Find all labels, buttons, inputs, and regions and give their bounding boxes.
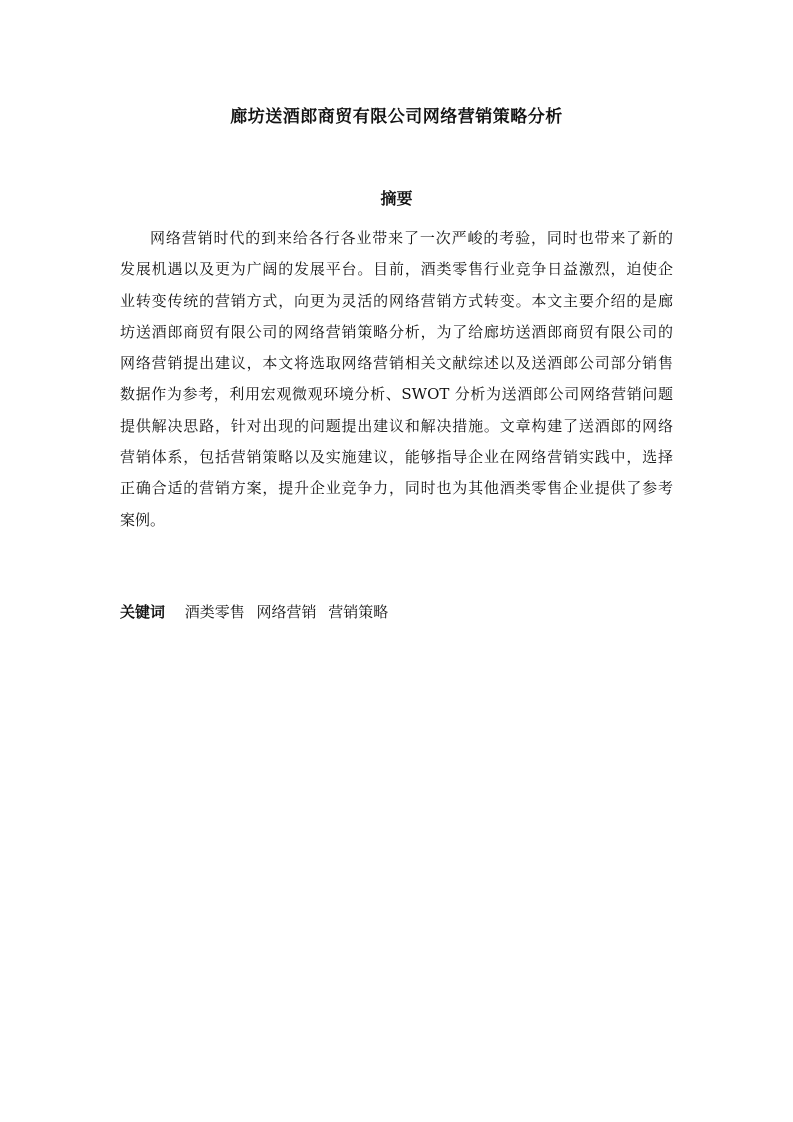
abstract-line: 网络营销时代的到来给各行各业带来了一次严峻的考验，同时也带来了新的 xyxy=(150,229,673,247)
abstract-line: 业转变传统的营销方式，向更为灵活的网络营销方式转变。本文主要介绍的是廊 xyxy=(120,291,673,310)
keyword: 酒类零售 xyxy=(184,603,245,621)
abstract-line: 正确合适的营销方案，提升企业竞争力，同时也为其他酒类零售企业提供了参考 xyxy=(120,479,673,498)
abstract-line: 营销体系，包括营销策略以及实施建议，能够指导企业在网络营销实践中，选择 xyxy=(120,448,673,467)
abstract-line: 网络营销提出建议，本文将选取网络营销相关文献综述以及送酒郎公司部分销售 xyxy=(120,354,673,373)
keyword: 营销策略 xyxy=(328,603,389,621)
abstract-line: 坊送酒郎商贸有限公司的网络营销策略分析，为了给廊坊送酒郎商贸有限公司的 xyxy=(120,322,673,341)
keywords-row xyxy=(120,600,673,625)
abstract-line: 提供解决思路，针对出现的问题提出建议和解决措施。文章构建了送酒郎的网络 xyxy=(120,416,673,435)
abstract-body xyxy=(120,223,673,536)
document-title: 廊坊送酒郎商贸有限公司网络营销策略分析 xyxy=(230,107,563,127)
keyword: 网络营销 xyxy=(256,603,317,621)
abstract-line: 数据作为参考，利用宏观微观环境分析、SWOT 分析为送酒郎公司网络营销问题 xyxy=(120,385,673,404)
abstract-heading: 摘要 xyxy=(380,189,413,208)
abstract-line: 发展机遇以及更为广阔的发展平台。目前，酒类零售行业竞争日益激烈，迫使企 xyxy=(120,260,673,279)
abstract-line: 案例。 xyxy=(120,510,166,529)
keywords-label: 关键词 xyxy=(120,603,166,621)
